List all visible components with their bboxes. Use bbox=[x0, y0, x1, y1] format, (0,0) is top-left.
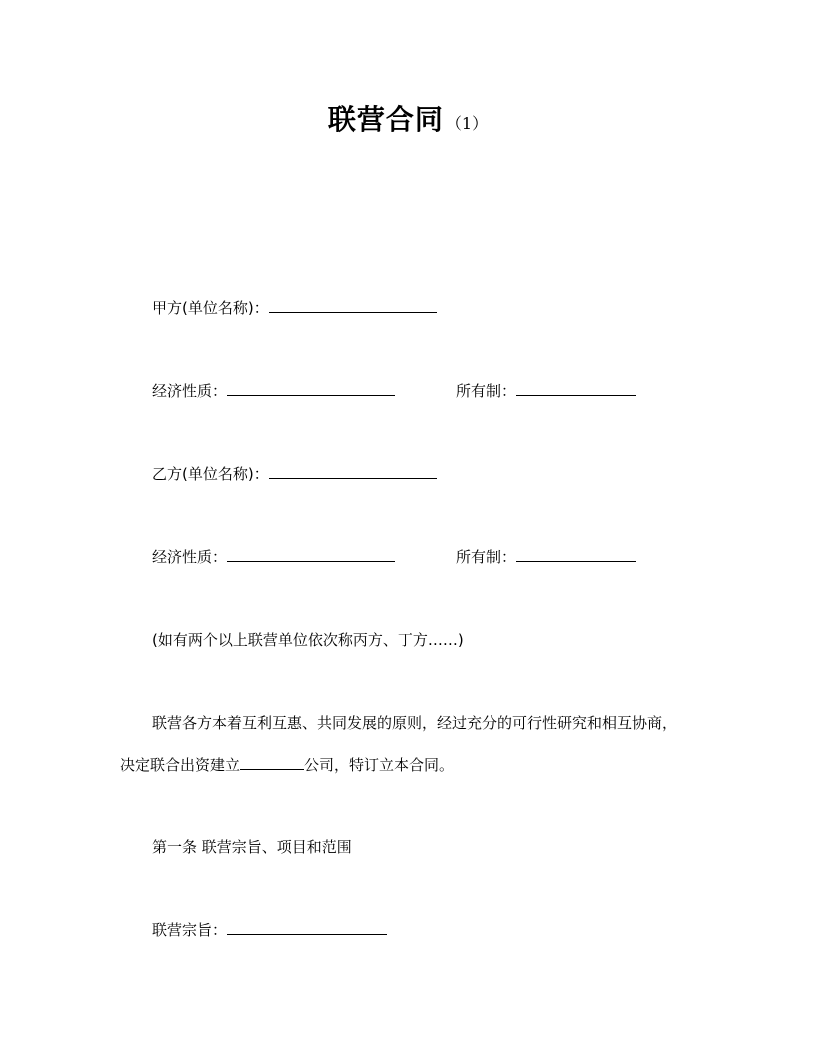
purpose-label: 联营宗旨： bbox=[152, 921, 228, 939]
party-a-label: 甲方(单位名称)： bbox=[152, 299, 269, 317]
company-name-blank bbox=[240, 755, 304, 770]
preamble-line-1: 联营各方本着互利互惠、共同发展的原则，经过充分的可行性研究和相互协商， bbox=[152, 714, 678, 732]
party-a-economic-nature-label: 经济性质： bbox=[152, 382, 228, 400]
party-a-economic-nature-line bbox=[152, 381, 395, 401]
party-b-economic-nature-line bbox=[152, 547, 395, 567]
party-b-ownership-line bbox=[456, 547, 636, 567]
title-number: （1） bbox=[445, 114, 489, 133]
title-main: 联营合同 bbox=[327, 103, 444, 136]
party-b-name-line bbox=[152, 464, 437, 484]
preamble-prefix: 决定联合出资建立 bbox=[120, 756, 241, 774]
preamble-suffix: 公司，特订立本合同。 bbox=[304, 756, 455, 774]
party-b-economic-nature-blank bbox=[227, 547, 395, 562]
article-1-heading: 第一条 联营宗旨、项目和范围 bbox=[152, 838, 352, 856]
party-b-ownership-blank bbox=[516, 547, 636, 562]
party-a-ownership-label: 所有制： bbox=[456, 382, 517, 400]
party-b-ownership-label: 所有制： bbox=[456, 548, 517, 566]
party-a-ownership-line bbox=[456, 381, 636, 401]
party-b-economic-nature-label: 经济性质： bbox=[152, 548, 228, 566]
additional-parties-note: (如有两个以上联营单位依次称丙方、丁方……) bbox=[152, 631, 464, 649]
purpose-line bbox=[152, 920, 387, 940]
party-a-ownership-blank bbox=[516, 381, 636, 396]
party-a-name-blank bbox=[269, 298, 437, 313]
party-b-label: 乙方(单位名称)： bbox=[152, 465, 269, 483]
purpose-blank bbox=[227, 920, 387, 935]
preamble-line-2 bbox=[120, 755, 454, 775]
party-a-name-line bbox=[152, 298, 437, 318]
party-b-name-blank bbox=[269, 464, 437, 479]
document-title bbox=[0, 98, 816, 138]
party-a-economic-nature-blank bbox=[227, 381, 395, 396]
